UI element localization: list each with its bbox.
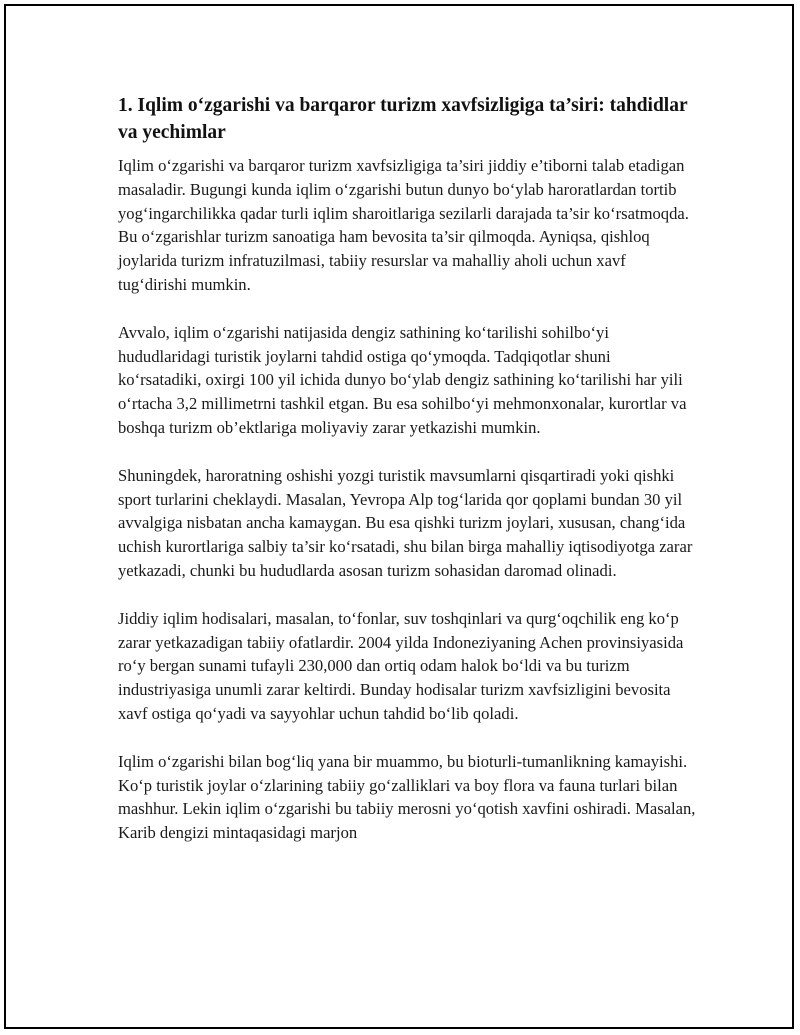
paragraph-extreme-events: Jiddiy iqlim hodisalari, masalan, to‘fonlar, suv toshqinlari va qurg‘oqchilik eng ko‘p zarar yetkazadigan tabiiy ofatlardir. 2004 yilda Indoneziyaning Achen provinsiyasida ro‘y bergan sunami tufayli 230,000 dan ortiq odam halok bo‘ldi va bu turizm industriyasiga unumli zarar keltirdi. Bunday hodisalar turizm xavfsizligini bevosita xavf ostiga qo‘yadi va sayyohlar uchun tahdid bo‘lib qoladi.: [118, 608, 684, 723]
document-body: [118, 92, 698, 869]
paragraph-biodiversity: Iqlim o‘zgarishi bilan bog‘liq yana bir muammo, bu bioturli-tumanlikning kamayishi. Ko‘p turistik joylar o‘zlarining tabiiy go‘zalliklari va boy flora va fauna turlari bilan mashhur. Lekin iqlim o‘zgarishi bu tabiiy merosni yo‘qotish xavfini oshiradi. Masalan, Karib dengizi mintaqasidagi marjon: [118, 751, 696, 843]
paragraph-temperature: Shuningdek, haroratning oshishi yozgi turistik mavsumlarni qisqartiradi yoki qishki sport turlarini cheklaydi. Masalan, Yevropa Alp tog‘larida qor qoplami bundan 30 yil avvalgiga nisbatan ancha kamaygan. Bu esa qishki turizm joylari, xususan, chang‘ida uchish kurortlariga salbiy ta’sir ko‘rsatadi, shu bilan birga mahalliy iqtisodiyotga zarar yetkazadi, chunki bu hududlarda asosan turizm sohasidan daromad olinadi.: [118, 465, 693, 580]
paragraph-intro: Iqlim o‘zgarishi va barqaror turizm xavfsizligiga ta’siri jiddiy e’tiborni talab etadigan masaladir. Bugungi kunda iqlim o‘zgarishi butun dunyo bo‘ylab haroratlardan tortib yog‘ingarchilikka qadar turli iqlim sharoitlariga sezilarli darajada ta’sir ko‘rsatmoqda. Bu o‘zgarishlar turizm sanoatiga ham bevosita ta’sir qilmoqda. Ayniqsa, qishloq joylarida turizm infratuzilmasi, tabiiy resurslar va mahalliy aholi uchun xavf tug‘dirishi mumkin.: [118, 156, 689, 294]
section-heading: 1. Iqlim o‘zgarishi va barqaror turizm xavfsizligiga ta’siri: tahdidlar va yechimlar: [118, 95, 688, 143]
paragraph-sea-level: Avvalo, iqlim o‘zgarishi natijasida dengiz sathining ko‘tarilishi sohilbo‘yi hududlaridagi turistik joylarni tahdid ostiga qo‘ymoqda. Tadqiqotlar shuni ko‘rsatadiki, oxirgi 100 yil ichida dunyo bo‘ylab dengiz sathining ko‘tarilishi har yili o‘rtacha 3,2 millimetrni tashkil etgan. Bu esa sohilbo‘yi mehmonxonalar, kurortlar va boshqa turizm ob’ektlariga moliyaviy zarar yetkazishi mumkin.: [118, 322, 687, 437]
